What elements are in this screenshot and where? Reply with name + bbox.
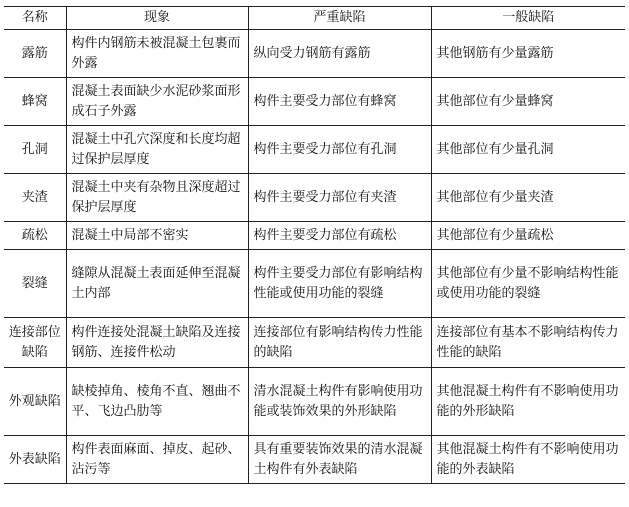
cell-name: 外表缺陷 [8,451,61,467]
cell-severe: 构件主要受力部位有夹渣 [248,174,431,222]
cell-name: 孔洞 [21,141,48,157]
cell-name: 疏松 [21,227,48,243]
cell-general: 其他部位有少量疏松 [431,222,625,250]
cell-severe: 构件主要受力部位有影响结构性能或使用功能的裂缝 [248,250,431,318]
cell-severe: 连接部位有影响结构传力性能的缺陷 [248,318,431,368]
table-row [4,30,625,78]
cell-severe: 具有重要装饰效果的清水混凝土构件有外表缺陷 [248,436,431,484]
table-row [4,174,625,222]
header-phenomenon: 现象 [66,7,248,30]
cell-general: 其他混凝土构件有不影响使用功能的外形缺陷 [431,368,625,436]
cell-severe: 构件主要受力部位有疏松 [248,222,431,250]
cell-phenomenon: 混凝土中夹有杂物且深度超过保护层厚度 [66,174,248,222]
cell-name: 外观缺陷 [8,393,61,409]
cell-name: 露筋 [21,45,48,61]
cell-phenomenon: 缝隙从混凝土表面延伸至混凝土内部 [66,250,248,318]
cell-general: 其他部位有少量孔洞 [431,126,625,174]
cell-general: 其他部位有少量不影响结构性能或使用功能的裂缝 [431,250,625,318]
table-row [4,318,625,368]
table-row [4,126,625,174]
header-row [4,7,625,30]
concrete-defect-table [4,6,625,484]
cell-name: 蜂窝 [21,93,48,109]
header-name: 名称 [4,7,66,30]
cell-severe: 纵向受力钢筋有露筋 [248,30,431,78]
header-general-defect: 一般缺陷 [431,7,625,30]
cell-phenomenon: 构件连接处混凝土缺陷及连接钢筋、连接件松动 [66,318,248,368]
cell-general: 其他部位有少量夹渣 [431,174,625,222]
cell-general: 其他部位有少量蜂窝 [431,78,625,126]
table-row [4,368,625,436]
cell-phenomenon: 混凝土中孔穴深度和长度均超过保护层厚度 [66,126,248,174]
cell-name: 连接部位缺陷 [8,324,61,360]
table-row [4,78,625,126]
cell-general: 其他混凝土构件有不影响使用功能的外表缺陷 [431,436,625,484]
cell-phenomenon: 混凝土表面缺少水泥砂浆面形成石子外露 [66,78,248,126]
cell-severe: 清水混凝土构件有影响使用功能或装饰效果的外形缺陷 [248,368,431,436]
cell-name: 裂缝 [21,275,48,291]
cell-phenomenon: 构件内钢筋未被混凝土包裹而外露 [66,30,248,78]
cell-severe: 构件主要受力部位有蜂窝 [248,78,431,126]
cell-general: 连接部位有基本不影响结构传力性能的缺陷 [431,318,625,368]
cell-severe: 构件主要受力部位有孔洞 [248,126,431,174]
defect-table-container [4,6,625,484]
header-severe-defect: 严重缺陷 [248,7,431,30]
table-header [4,7,625,30]
table-body [4,30,625,484]
table-row [4,436,625,484]
cell-general: 其他钢筋有少量露筋 [431,30,625,78]
cell-phenomenon: 缺棱掉角、棱角不直、翘曲不平、飞边凸肋等 [66,368,248,436]
table-row [4,222,625,250]
cell-phenomenon: 混凝土中局部不密实 [66,222,248,250]
cell-name: 夹渣 [21,189,48,205]
table-row [4,250,625,318]
cell-phenomenon: 构件表面麻面、掉皮、起砂、沾污等 [66,436,248,484]
